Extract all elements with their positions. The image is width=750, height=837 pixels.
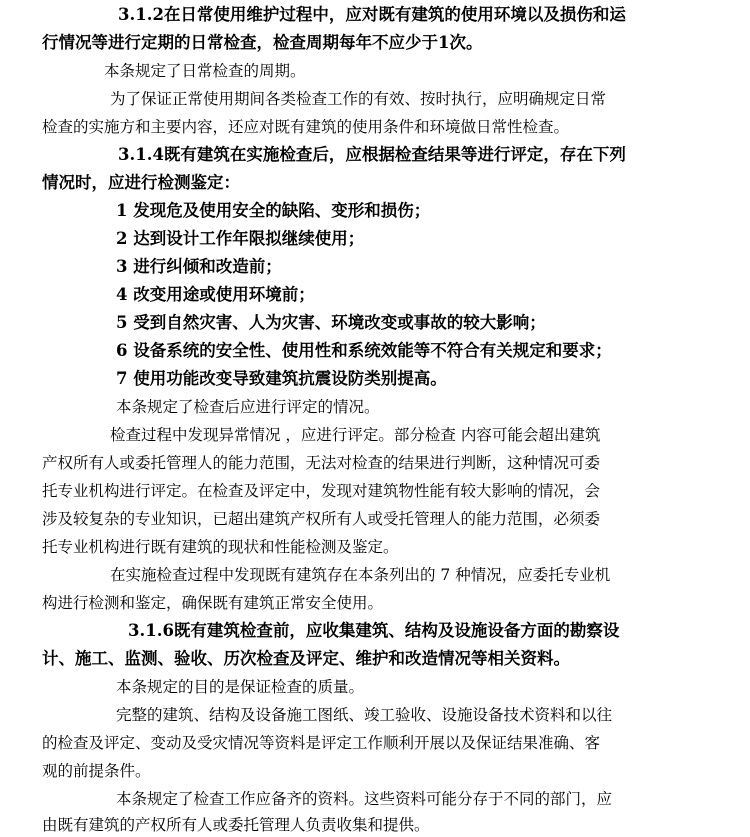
list-item: 1 发现危及使用安全的缺陷、变形和损伤； [116,201,431,220]
clause-3-1-6-line-2: 计、施工、监测、验收、历次检查及评定、维护和改造情况等相关资料。 [42,649,570,668]
list-item: 4 改变用途或使用环境前； [116,285,315,304]
explanation-3-1-6-line-4: 观的前提条件。 [42,762,151,780]
explanation-3-1-4-line-2: 检查过程中发现异常情况 ，应进行评定。部分检查 内容可能会超出建筑 [110,426,601,444]
explanation-3-1-4-line-8: 构进行检测和鉴定，确保既有建筑正常安全使用。 [42,594,384,612]
explanation-3-1-6-line-3: 的检查及评定、变动及受灾情况等资料是评定工作顺利开展以及保证结果准确、客 [42,734,601,752]
clause-3-1-2-line-1: 3.1.2在日常使用维护过程中，应对既有建筑的使用环境以及损伤和运 [118,5,626,24]
explanation-3-1-6-line-1: 本条规定的目的是保证检查的质量。 [116,678,365,696]
explanation-3-1-6-line-2: 完整的建筑、结构及设备施工图纸、竣工验收、设施设备技术资料和以往 [116,706,613,724]
list-item: 6 设备系统的安全性、使用性和系统效能等不符合有关规定和要求； [116,341,612,360]
explanation-3-1-6-line-6: 由既有建筑的产权所有人或委托管理人负责收集和提供。 [42,816,430,834]
list-item: 5 受到自然灾害、人为灾害、环境改变或事故的较大影响； [116,313,546,332]
clause-3-1-4-line-2: 情况时，应进行检测鉴定： [42,173,240,192]
explanation-3-1-4-line-1: 本条规定了检查后应进行评定的情况。 [116,398,380,416]
explanation-3-1-4-line-5: 涉及较复杂的专业知识，已超出建筑产权所有人或受托管理人的能力范围，必须委 [42,510,601,528]
explanation-3-1-4-line-7: 在实施检查过程中发现既有建筑存在本条列出的 7 种情况，应委托专业机 [110,566,611,584]
explanation-3-1-4-line-4: 托专业机构进行评定。在检查及评定中，发现对建筑物性能有较大影响的情况，会 [42,482,601,500]
explanation-3-1-2-line-1: 本条规定了日常检查的周期。 [104,62,306,80]
list-item: 3 进行纠倾和改造前； [116,257,282,276]
clause-3-1-2-line-2: 行情况等进行定期的日常检查，检查周期每年不应少于1次。 [42,33,483,52]
explanation-3-1-4-line-3: 产权所有人或委托管理人的能力范围，无法对检查的结果进行判断，这种情况可委 [42,454,601,472]
list-item: 2 达到设计工作年限拟继续使用； [116,229,365,248]
list-item: 7 使用功能改变导致建筑抗震设防类别提高。 [116,369,447,388]
explanation-3-1-2-line-2: 为了保证正常使用期间各类检查工作的有效、按时执行，应明确规定日常 [110,90,607,108]
clause-3-1-4-line-1: 3.1.4既有建筑在实施检查后，应根据检查结果等进行评定，存在下列 [118,145,626,164]
explanation-3-1-2-line-3: 检查的实施方和主要内容，还应对既有建筑的使用条件和环境做日常性检查。 [42,118,570,136]
explanation-3-1-6-line-5: 本条规定了检查工作应备齐的资料。这些资料可能分存于不同的部门，应 [116,790,613,808]
explanation-3-1-4-line-6: 托专业机构进行既有建筑的现状和性能检测及鉴定。 [42,538,399,556]
clause-3-1-6-line-1: 3.1.6既有建筑检查前，应收集建筑、结构及设施设备方面的勘察设 [128,621,620,640]
